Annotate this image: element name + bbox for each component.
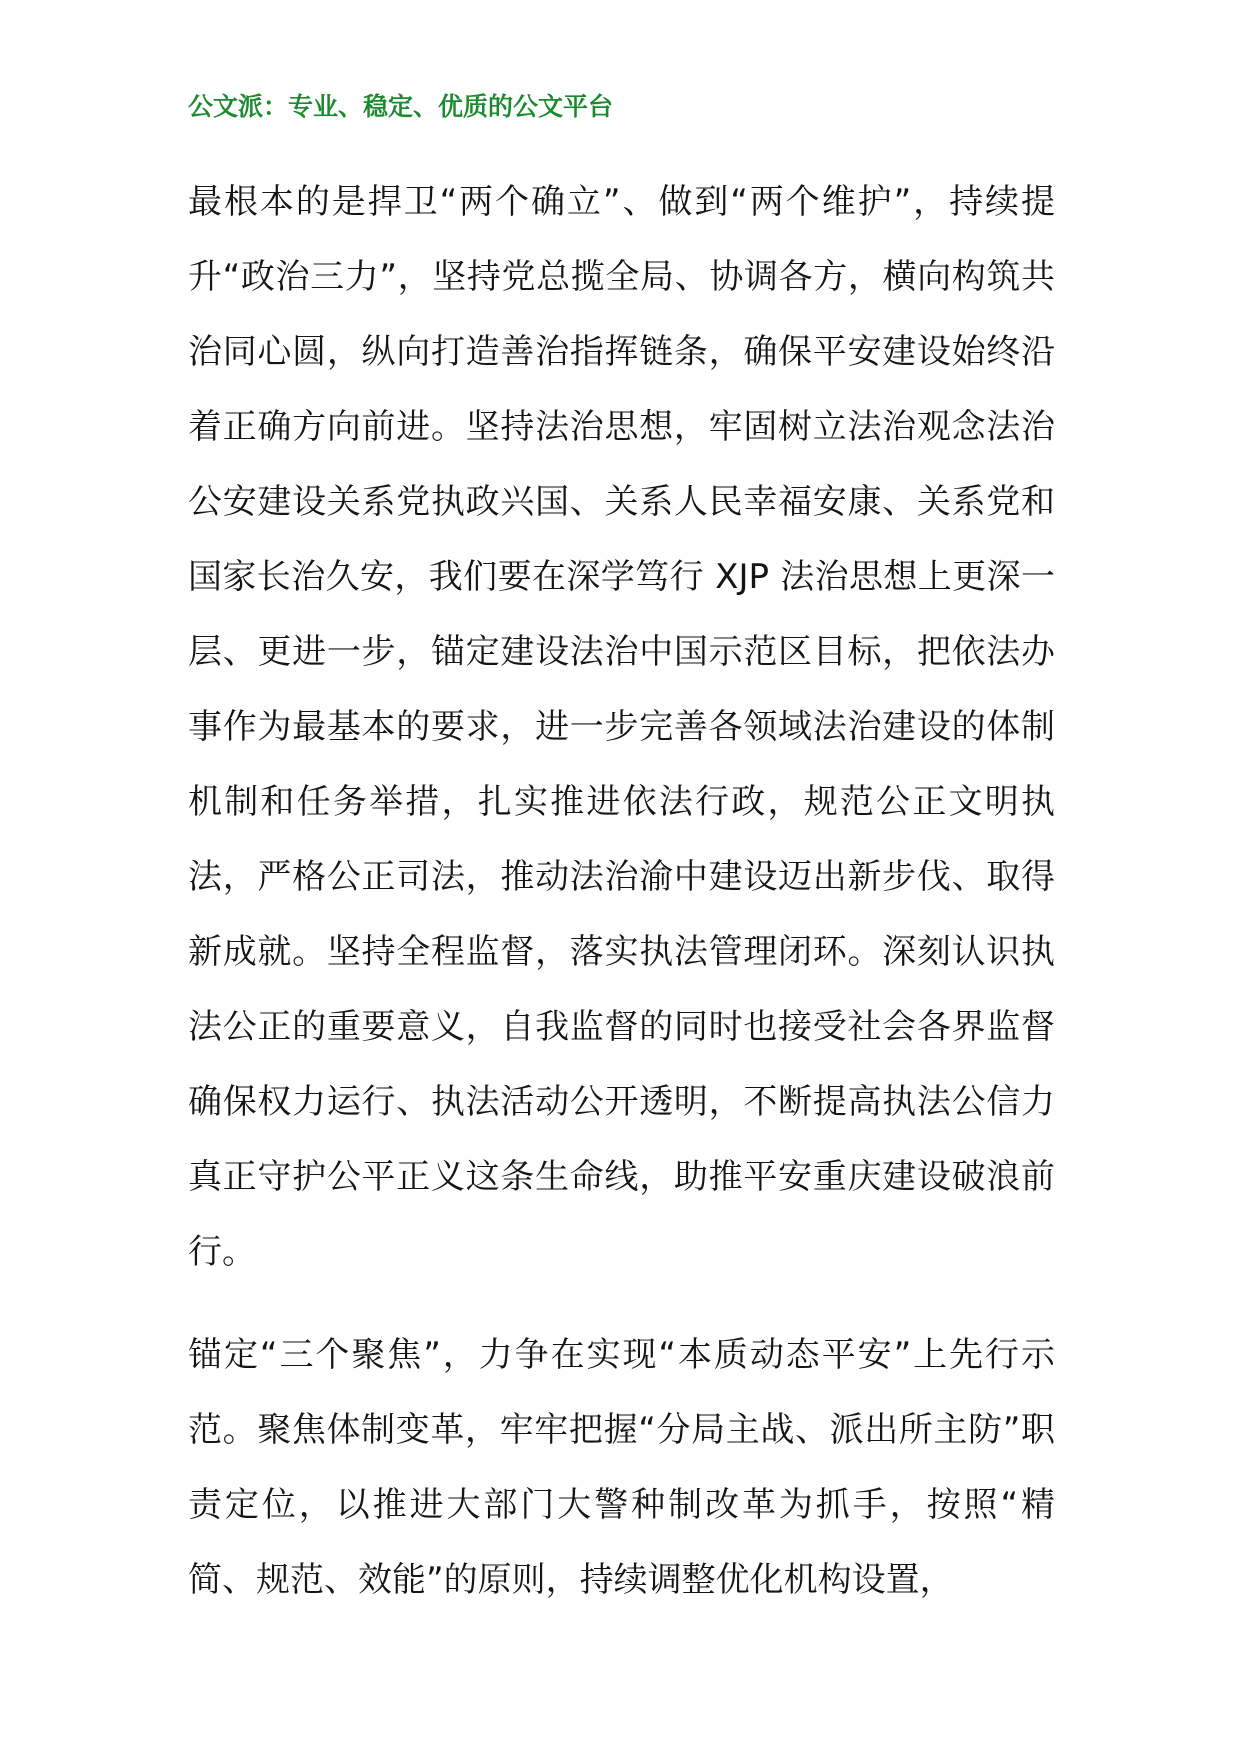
paragraph-1: 最根本的是捍卫“两个确立”、做到“两个维护”，持续提升“政治三力”，坚持党总揽全局、协调各方，横向构筑共治同心圆，纵向打造善治指挥链条，确保平安建设始终沿着正确方向前进。坚持法治思想，牢固树立法治观念法治公安建设关系党执政兴国、关系人民幸福安康、关系党和国家长治久安，我们要在深学笃行 XJP 法治思想上更深一层、更进一步，锚定建设法治中国示范区目标，把依法办事作为最基本的要求，进一步完善各领域法治建设的体制机制和任务举措，扎实推进依法行政，规范公正文明执法，严格公正司法，推动法治渝中建设迈出新步伐、取得新成就。坚持全程监督，落实执法管理闭环。深刻认识执法公正的重要意义，自我监督的同时也接受社会各界监督确保权力运行、执法活动公开透明，不断提高执法公信力真正守护公平正义这条生命线，助推平安重庆建设破浪前行。 (188, 182, 1055, 1272)
document-body (188, 165, 1055, 1646)
document-header: 公文派：专业、稳定、优质的公文平台 (188, 92, 614, 121)
paragraph-2: 锚定“三个聚焦”，力争在实现“本质动态平安”上先行示范。聚焦体制变革，牢牢把握“分局主战、派出所主防”职责定位，以推进大部门大警种制改革为抓手，按照“精简、规范、效能”的原则，持续调整优化机构设置， (188, 1335, 1055, 1600)
